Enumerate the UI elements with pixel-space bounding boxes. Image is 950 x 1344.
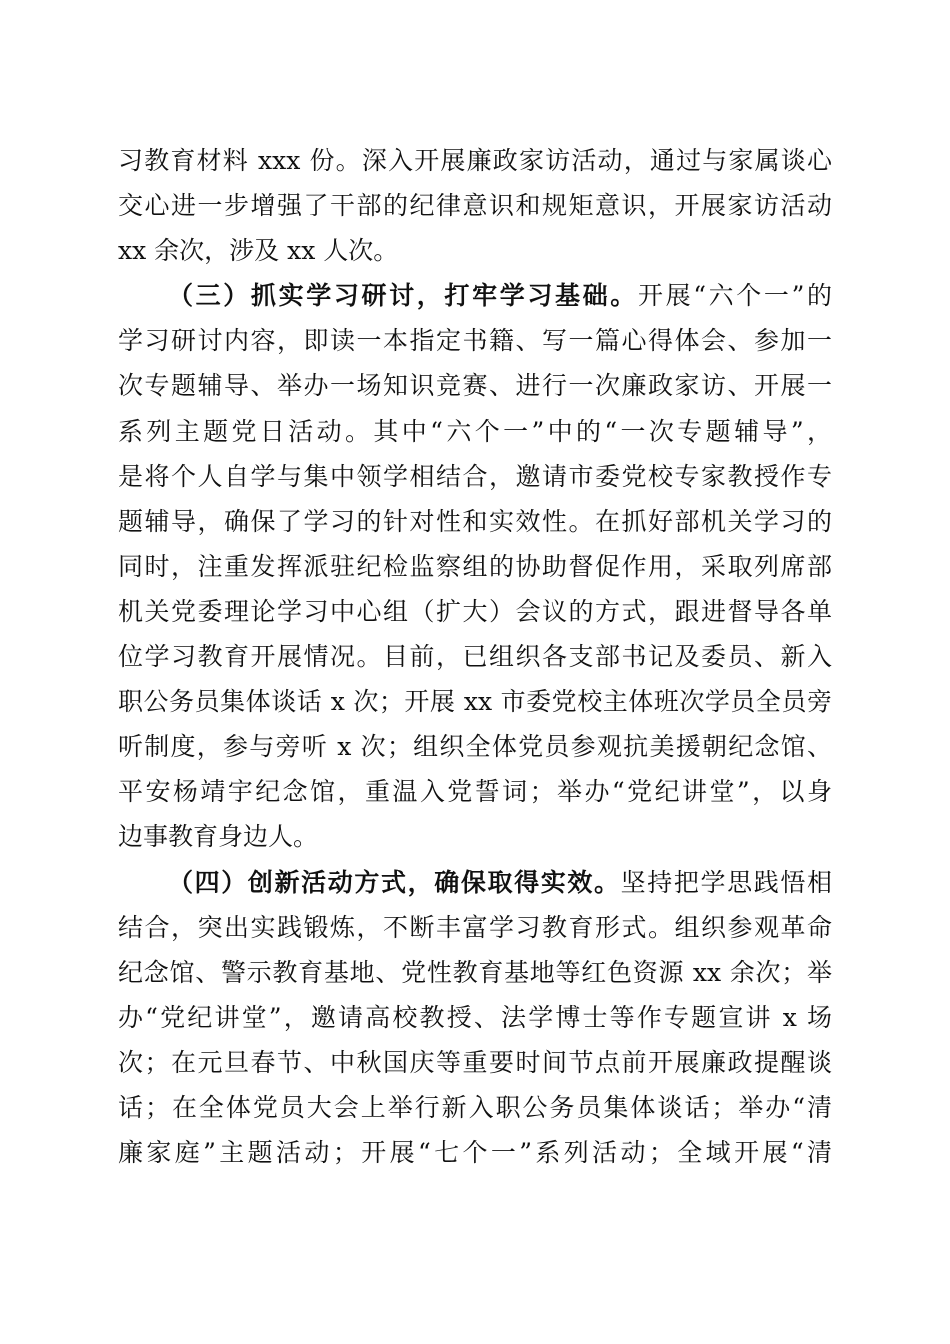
text-line: 听制度，参与旁听 x 次；组织全体党员参观抗美援朝纪念馆、	[118, 732, 832, 762]
text-line: 纪念馆、警示教育基地、党性教育基地等红色资源 xx 余次；举	[118, 957, 832, 987]
text-line: 职公务员集体谈话 x 次；开展 xx 市委党校主体班次学员全员旁	[118, 687, 832, 717]
text-line: 习教育材料 xxx 份。深入开展廉政家访活动，通过与家属谈心	[118, 146, 832, 175]
section-4-first-line	[118, 860, 832, 905]
section-4-first-text: 坚持把学思践悟相	[620, 867, 832, 897]
text-line: xx 余次，涉及 xx 人次。	[118, 236, 399, 266]
text-line: 平安杨靖宇纪念馆，重温入党誓词；举办“党纪讲堂”，以身	[118, 777, 832, 807]
document-body	[118, 138, 832, 1175]
section-3-first-text: 开展“六个一”的	[637, 281, 832, 311]
text-line: 题辅导，确保了学习的针对性和实效性。在抓好部机关学习的	[118, 506, 832, 536]
text-line: 廉家庭”主题活动；开展“七个一”系列活动；全域开展“清	[118, 1138, 832, 1168]
section-3-heading: （三）抓实学习研讨，打牢学习基础。	[168, 281, 638, 311]
text-line: 是将个人自学与集中领学相结合，邀请市委党校专家教授作专	[118, 461, 832, 491]
text-line: 办“党纪讲堂”，邀请高校教授、法学博士等作专题宣讲 x 场	[118, 1002, 832, 1032]
section-3-first-line	[118, 273, 832, 318]
text-line: 边事教育身边人。	[118, 822, 319, 852]
text-line: 机关党委理论学习中心组（扩大）会议的方式，跟进督导各单	[118, 596, 832, 626]
text-line: 位学习教育开展情况。目前，已组织各支部书记及委员、新入	[118, 642, 832, 672]
text-line: 次专题辅导、举办一场知识竞赛、进行一次廉政家访、开展一	[118, 371, 832, 401]
section-4-heading: （四）创新活动方式，确保取得实效。	[168, 867, 621, 897]
text-line: 同时，注重发挥派驻纪检监察组的协助督促作用，采取列席部	[118, 551, 832, 581]
text-line: 次；在元旦春节、中秋国庆等重要时间节点前开展廉政提醒谈	[118, 1047, 832, 1077]
text-line: 系列主题党日活动。其中“六个一”中的“一次专题辅导”，	[118, 416, 832, 446]
text-line: 交心进一步增强了干部的纪律意识和规矩意识，开展家访活动	[118, 191, 832, 221]
text-line: 话；在全体党员大会上举行新入职公务员集体谈话；举办“清	[118, 1092, 832, 1122]
text-line: 学习研讨内容，即读一本指定书籍、写一篇心得体会、参加一	[118, 326, 832, 356]
text-line: 结合，突出实践锻炼，不断丰富学习教育形式。组织参观革命	[118, 912, 832, 942]
